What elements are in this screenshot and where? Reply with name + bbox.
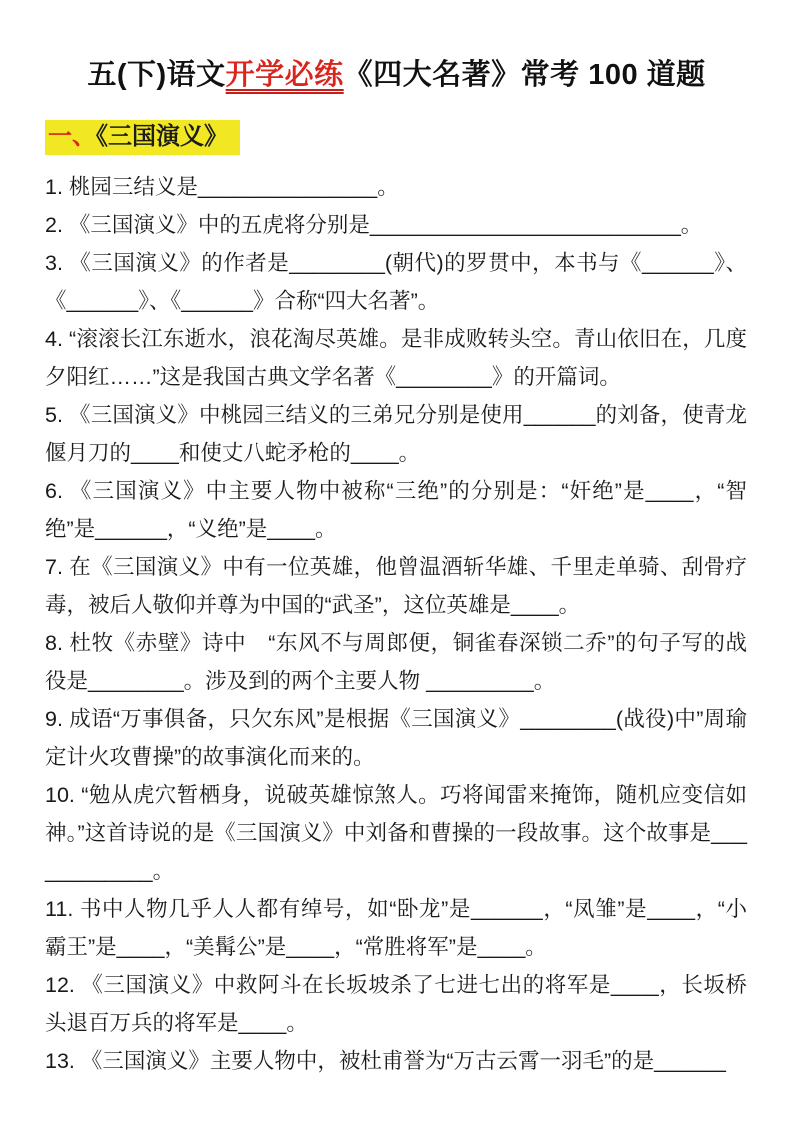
question-13: 13. 《三国演义》主要人物中，被杜甫誉为“万古云霄一羽毛”的是______	[45, 1049, 726, 1074]
question-3: 3. 《三国演义》的作者是________(朝代)的罗贯中，本书与《______》、《______》、《______》合称“四大名著”。	[45, 251, 747, 314]
question-1: 1. 桃园三结义是_______________。	[45, 175, 399, 200]
question-10: 10. “勉从虎穴暂栖身，说破英雄惊煞人。巧将闻雷来掩饰，随机应变信如神。”这首诗说的是《三国演义》中刘备和曹操的一段故事。这个故事是____________。	[45, 783, 747, 884]
section-heading	[45, 120, 240, 155]
question-7: 7. 在《三国演义》中有一位英雄，他曾温酒斩华雄、千里走单骑、刮骨疗毒，被后人敬仰并尊为中国的“武圣”，这位英雄是____。	[45, 555, 747, 618]
question-5: 5. 《三国演义》中桃园三结义的三弟兄分别是使用______的刘备，使青龙偃月刀的____和使丈八蛇矛枪的____。	[45, 403, 747, 466]
section-heading-row	[45, 120, 793, 155]
question-6: 6. 《三国演义》中主要人物中被称“三绝”的分别是：“奸绝”是____，“智绝”是______，“义绝”是____。	[45, 479, 747, 542]
title-emphasis: 开学必练	[225, 59, 344, 91]
question-11: 11. 书中人物几乎人人都有绰号，如“卧龙”是______，“凤雏”是____，“小霸王”是____，“美髯公”是____，“常胜将军”是____。	[45, 897, 747, 960]
title-prefix: 五(下)语文	[87, 59, 226, 91]
page-title	[20, 52, 773, 93]
section-number: 一、	[48, 123, 96, 150]
question-list	[45, 168, 747, 1080]
question-4: 4. “滚滚长江东逝水，浪花淘尽英雄。是非成败转头空。青山依旧在，几度夕阳红……”这是我国古典文学名著《________》的开篇词。	[45, 327, 747, 390]
question-12: 12. 《三国演义》中救阿斗在长坂坡杀了七进七出的将军是____，长坂桥头退百万兵的将军是____。	[45, 973, 747, 1036]
title-suffix: 《四大名著》常考 100 道题	[343, 59, 706, 91]
question-2: 2. 《三国演义》中的五虎将分别是__________________________。	[45, 213, 703, 238]
question-9: 9. 成语“万事俱备，只欠东风”是根据《三国演义》________(战役)中”周瑜定计火攻曹操”的故事演化而来的。	[45, 707, 747, 770]
section-name: 《三国演义》	[96, 123, 228, 150]
question-8: 8. 杜牧《赤壁》诗中 “东风不与周郎便，铜雀春深锁二乔”的句子写的战役是________。涉及到的两个主要人物 _________。	[45, 631, 747, 694]
